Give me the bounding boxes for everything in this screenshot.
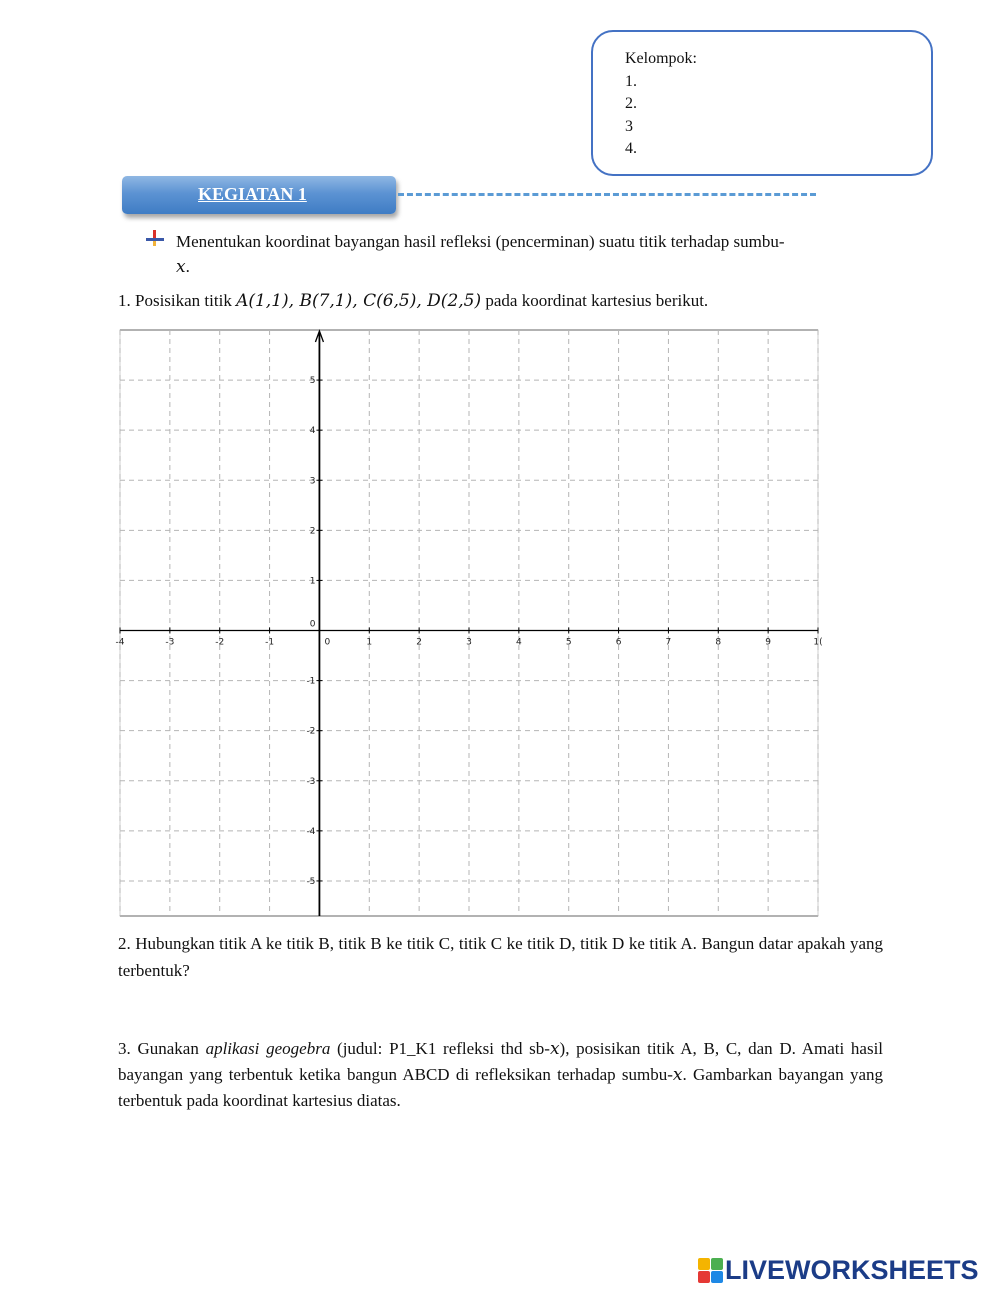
logo-icon (698, 1258, 722, 1282)
logo-square-2 (711, 1258, 723, 1270)
logo-square-3 (698, 1271, 710, 1283)
y-tick-label: 5 (309, 376, 316, 387)
x-tick-label: -2 (215, 637, 225, 648)
x-tick-label: 3 (466, 637, 472, 648)
logo-square-1 (698, 1258, 710, 1270)
question-2: 2. Hubungkan titik A ke titik B, titik B ke titik C, titik C ke titik D, titik D ke titik A. Bangun datar apakah yang terbentuk? (118, 934, 883, 980)
group-members-box (591, 30, 933, 176)
x-tick-label: 1 (366, 637, 373, 648)
app-name: aplikasi geogebra (205, 1039, 331, 1058)
x-tick-label: -3 (165, 637, 175, 648)
objective-text: Menentukan koordinat bayangan hasil refleksi (pencerminan) suatu titik terhadap sumbu- x. (176, 232, 785, 277)
cartesian-grid[interactable] (115, 328, 823, 918)
question-1: 1. Posisikan titik A(1,1), B(7,1), C(6,5), D(2,5) pada koordinat kartesius berikut. (118, 291, 709, 311)
x-tick-label: -1 (265, 637, 275, 648)
group-member-2: 2. (625, 95, 637, 112)
y-tick-label: -1 (306, 676, 316, 687)
y-tick-label: -3 (306, 776, 316, 787)
x-tick-label: 2 (416, 637, 423, 648)
logo-text: LIVEWORKSHEETS (725, 1254, 979, 1285)
x-tick-label: 8 (715, 637, 722, 648)
y-tick-label: 4 (309, 426, 316, 437)
activity-label: KEGIATAN 1 (198, 184, 307, 204)
group-member-1: 1. (625, 72, 637, 90)
group-title: Kelompok: (625, 50, 697, 67)
group-member-3: 3 (625, 117, 633, 135)
logo-square-4 (711, 1271, 723, 1283)
x-tick-label: 5 (565, 637, 572, 648)
bullet-cross-icon (146, 230, 164, 246)
y-tick-label: 0 (309, 619, 316, 630)
liveworksheets-logo (698, 1255, 979, 1285)
x-tick-label: 6 (615, 637, 622, 648)
y-tick-label: 3 (309, 476, 316, 487)
dashed-divider (398, 193, 816, 196)
y-tick-label: 2 (309, 526, 316, 537)
x-tick-label: 0 (324, 637, 331, 648)
x-tick-label: 9 (765, 637, 772, 648)
x-tick-label: -4 (115, 637, 125, 648)
y-tick-label: -2 (306, 726, 316, 737)
activity-banner (122, 176, 396, 214)
question-3: 3. Gunakan aplikasi geogebra (judul: P1_K1 refleksi thd sb-x), posisikan titik A, B, C, dan D. Amati hasil bayangan yang terbentuk ketika bangun ABCD di refleksikan terhadap sumbu-x. Gambarkan bayangan yang terbentuk pada koordinat kartesius diatas. (118, 1039, 884, 1110)
y-tick-label: -4 (306, 826, 316, 837)
y-tick-label: -5 (306, 876, 316, 887)
points-list: A(1,1), B(7,1), C(6,5), D(2,5) (236, 291, 482, 311)
group-member-4: 4. (625, 140, 637, 157)
x-tick-label: 1( (813, 637, 823, 648)
y-tick-label: 1 (309, 576, 316, 587)
x-tick-label: 7 (665, 637, 672, 648)
x-tick-label: 4 (515, 637, 522, 648)
